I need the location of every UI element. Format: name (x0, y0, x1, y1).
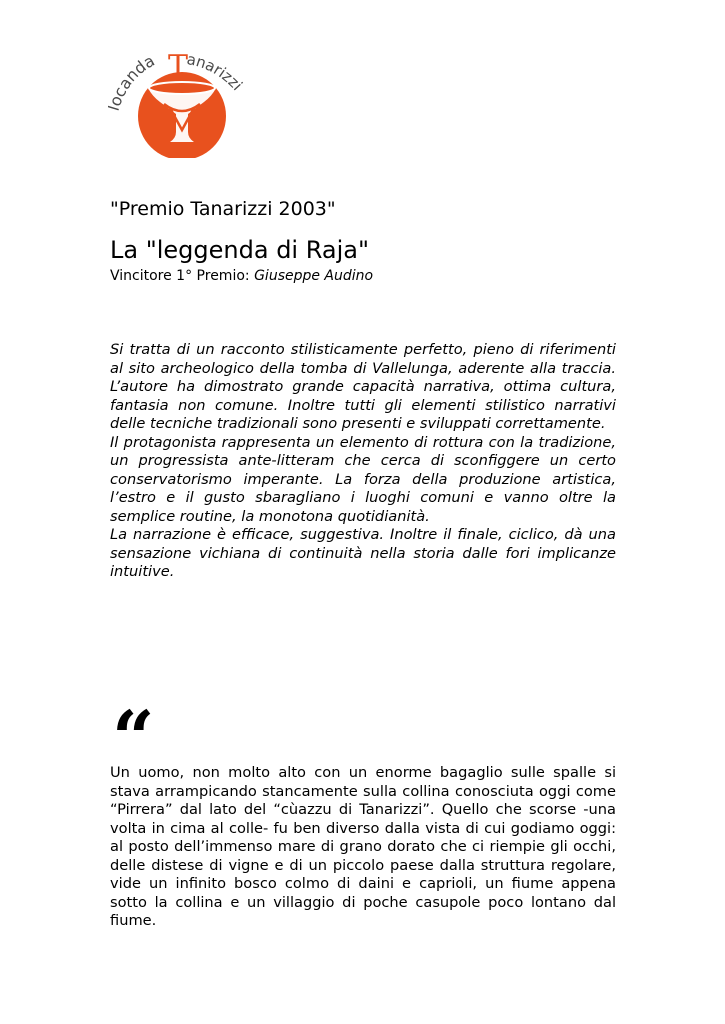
logo-text-locanda: canda (109, 50, 158, 101)
winner-label: Vincitore 1° Premio: (110, 268, 250, 284)
story-title: La "leggenda di Raja" (110, 236, 369, 264)
logo-text-initial: T (168, 49, 189, 84)
logo-text-tanarizzi: anarizzi (185, 50, 247, 95)
winner-name: Giuseppe Audino (254, 268, 374, 284)
review-paragraph: Si tratta di un racconto stilisticamente perfetto, pieno di riferimenti al sito archeologico della tomba di Vallelunga, aderente alla traccia. L’autore ha dimostrato grande capacità narrativa, ottima cultura, fantasia non comune. Inoltre tutti gli elementi stilistico narrativi delle tecniche tradizionali sono presenti e sviluppati correttamente. (110, 341, 616, 432)
winner-line (110, 268, 373, 284)
jury-review (110, 341, 616, 582)
review-paragraph: Il protagonista rappresenta un elemento di rottura con la tradizione, un progressista ante-litteram che cerca di sconfiggere un certo conservatorismo imperante. La forza della produzione artistica, l’estro e il gusto sbaragliano i luoghi comuni e vanno oltre la semplice routine, la monotona quotidianità. (110, 433, 616, 525)
locanda-tanarizzi-logo (108, 40, 248, 158)
opening-quote-mark: “ (112, 696, 155, 782)
prize-heading: "Premio Tanarizzi 2003" (110, 198, 336, 220)
logo-graphic (108, 40, 248, 158)
story-excerpt: Un uomo, non molto alto con un enorme bagaglio sulle spalle si stava arrampicando stancamente sulla collina conosciuta oggi come “Pirrera” dal lato del “cùazzu di Tanarizzi”. Quello che scorse -una volta in cima al colle- fu ben diverso dalla vista di cui godiamo oggi: al posto dell’immenso mare di grano dorato che ci riempie gli occhi, delle distese di vigne e di un piccolo paese dalla struttura regolare, vide un infinito bosco colmo di daini e caprioli, un fiume appena sotto la collina e un villaggio di poche casupole poco lontano dal fiume. (110, 764, 616, 929)
review-paragraph: La narrazione è efficace, suggestiva. Inoltre il finale, ciclico, dà una sensazione vichiana di continuità nella storia dalle fori implicanze intuitive. (110, 526, 616, 580)
